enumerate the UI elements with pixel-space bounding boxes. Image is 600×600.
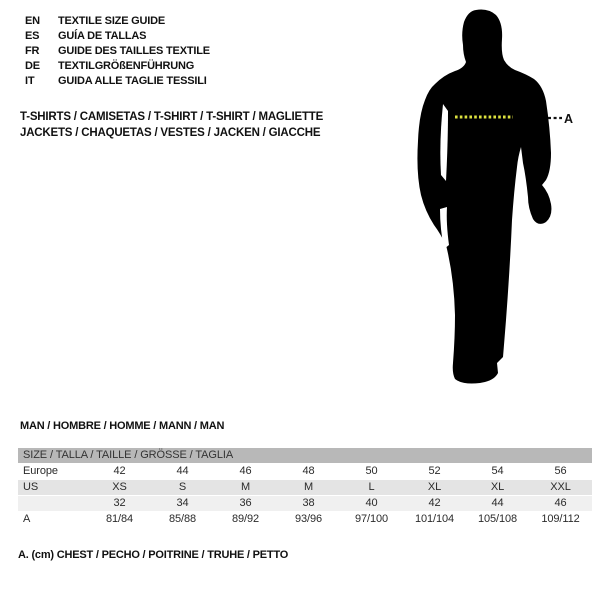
table-cell: 44 bbox=[176, 465, 189, 477]
table-cell: 85/88 bbox=[168, 513, 197, 525]
row-label: US bbox=[23, 481, 39, 493]
table-cell: XL bbox=[490, 481, 505, 493]
table-cell: 46 bbox=[554, 497, 567, 509]
table-cell: 38 bbox=[302, 497, 315, 509]
category-lines bbox=[20, 109, 323, 141]
measurement-footnote: A. (cm) CHEST / PECHO / POITRINE / TRUHE / PETTO bbox=[18, 549, 289, 561]
language-list bbox=[25, 14, 210, 89]
table-cell: 42 bbox=[113, 465, 126, 477]
man-silhouette-figure bbox=[410, 5, 575, 405]
language-code: IT bbox=[25, 75, 35, 87]
table-cell: 36 bbox=[239, 497, 252, 509]
table-cell: 105/108 bbox=[477, 513, 518, 525]
language-label: TEXTILE SIZE GUIDE bbox=[58, 15, 166, 27]
language-label: GUÍA DE TALLAS bbox=[58, 30, 147, 42]
table-cell: XS bbox=[112, 481, 127, 493]
table-cell: 52 bbox=[428, 465, 441, 477]
language-code: DE bbox=[25, 60, 40, 72]
measure-label-a: A bbox=[564, 112, 574, 126]
table-cell: XXL bbox=[550, 481, 571, 493]
table-cell: 32 bbox=[113, 497, 126, 509]
table-cell: 97/100 bbox=[354, 513, 389, 525]
table-cell: 34 bbox=[176, 497, 189, 509]
table-cell: 89/92 bbox=[231, 513, 260, 525]
table-cell: L bbox=[368, 481, 375, 493]
language-code: ES bbox=[25, 30, 40, 42]
table-cell: 42 bbox=[428, 497, 441, 509]
table-cell: 54 bbox=[491, 465, 504, 477]
table-row-numeric bbox=[18, 496, 592, 511]
language-row bbox=[25, 59, 210, 74]
table-cell: S bbox=[178, 481, 187, 493]
table-row-europe bbox=[18, 464, 592, 479]
man-silhouette-svg bbox=[410, 5, 575, 405]
table-cell: 44 bbox=[491, 497, 504, 509]
table-cell: 46 bbox=[239, 465, 252, 477]
table-row-chest bbox=[18, 512, 592, 527]
table-row-us bbox=[18, 480, 592, 495]
table-cell: 50 bbox=[365, 465, 378, 477]
category-line-jackets: JACKETS / CHAQUETAS / VESTES / JACKEN / GIACCHE bbox=[20, 127, 321, 139]
language-code: EN bbox=[25, 15, 40, 27]
table-cell: 101/104 bbox=[414, 513, 455, 525]
row-label bbox=[18, 496, 88, 511]
size-table bbox=[18, 448, 592, 527]
table-cell: XL bbox=[427, 481, 442, 493]
table-cell: 93/96 bbox=[294, 513, 323, 525]
category-line-tshirts: T-SHIRTS / CAMISETAS / T-SHIRT / T-SHIRT / MAGLIETTE bbox=[20, 111, 324, 123]
table-cell: 109/112 bbox=[541, 513, 580, 525]
language-row bbox=[25, 29, 210, 44]
language-row bbox=[25, 14, 210, 29]
table-cell: 48 bbox=[302, 465, 315, 477]
man-silhouette bbox=[417, 10, 551, 384]
row-label: A bbox=[23, 513, 31, 525]
size-table-header: SIZE / TALLA / TAILLE / GRÖSSE / TAGLIA bbox=[18, 448, 592, 463]
language-row bbox=[25, 74, 210, 89]
language-label: TEXTILGRÖßENFÜHRUNG bbox=[58, 60, 195, 72]
table-cell: M bbox=[303, 481, 314, 493]
language-row bbox=[25, 44, 210, 59]
table-cell: 56 bbox=[554, 465, 567, 477]
language-label: GUIDE DES TAILLES TEXTILE bbox=[58, 45, 210, 57]
table-cell: 81/84 bbox=[105, 513, 134, 525]
language-code: FR bbox=[25, 45, 40, 57]
row-label: Europe bbox=[23, 465, 58, 477]
language-label: GUIDA ALLE TAGLIE TESSILI bbox=[58, 75, 207, 87]
table-cell: M bbox=[240, 481, 251, 493]
section-title: MAN / HOMBRE / HOMME / MANN / MAN bbox=[20, 420, 225, 432]
table-cell: 40 bbox=[365, 497, 378, 509]
